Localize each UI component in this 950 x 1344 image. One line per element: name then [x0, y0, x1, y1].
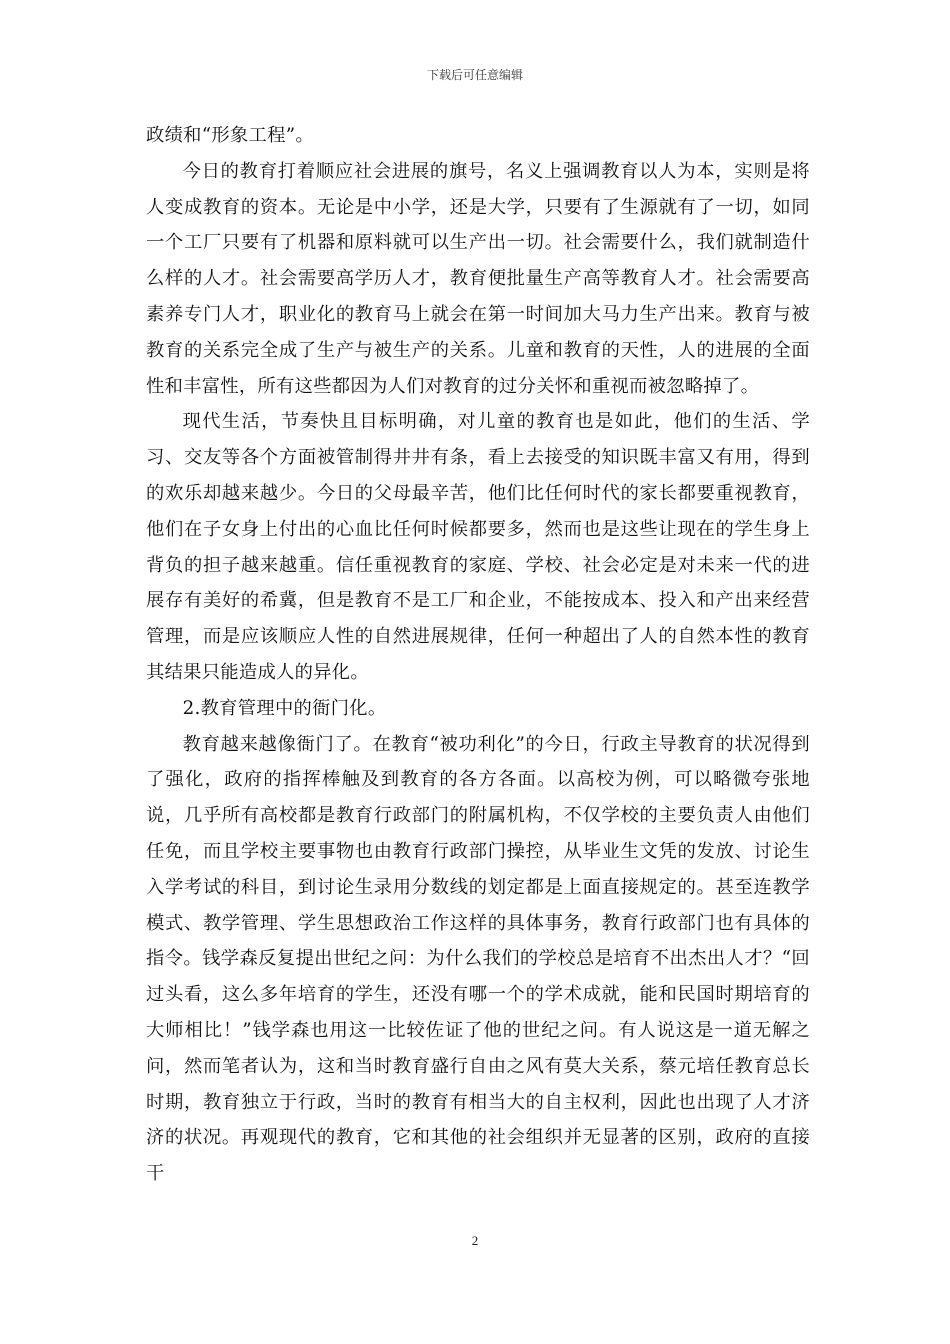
page-header: 下载后可任意编辑 — [426, 68, 523, 82]
document-body — [146, 118, 810, 1192]
paragraph-continuation: 政绩和“形象工程”。 — [146, 125, 314, 146]
page-number: 2 — [471, 1233, 479, 1248]
section-heading: 2.教育管理中的衙门化。 — [182, 697, 387, 719]
paragraph: 今日的教育打着顺应社会进展的旗号，名义上强调教育以人为本，实则是将人变成教育的资本。无论是中小学，还是大学，只要有了生源就有了一切，如同一个工厂只要有了机器和原料就可以生产出一切。社会需要什么，我们就制造什么样的人才。社会需要高学历人才，教育便批量生产高等教育人才。社会需要高素养专门人才，职业化的教育马上就会在第一时间加大马力生产出来。教育与被教育的关系完全成了生产与被生产的关系。儿童和教育的天性，人的进展的全面性和丰富性，所有这些都因为人们对教育的过分关怀和重视而被忽略掉了。 — [146, 160, 810, 397]
paragraph: 教育越来越像衙门了。在教育“被功利化”的今日，行政主导教育的状况得到了强化，政府的指挥棒触及到教育的各方各面。以高校为例，可以略微夸张地说，几乎所有高校都是教育行政部门的附属机构，不仅学校的主要负责人由他们任免，而且学校主要事物也由教育行政部门操控，从毕业生文凭的发放、讨论生入学考试的科目，到讨论生录用分数线的划定都是上面直接规定的。甚至连教学模式、教学管理、学生思想政治工作这样的具体事务，教育行政部门也有具体的指令。钱学森反复提出世纪之问：为什么我们的学校总是培育不出杰出人才？“回过头看，这么多年培育的学生，还没有哪一个的学术成就，能和民国时期培育的大师相比！”钱学森也用这一比较佐证了他的世纪之问。有人说这是一道无解之问，然而笔者认为，这和当时教育盛行自由之风有莫大关系，蔡元培任教育总长时期，教育独立于行政，当时的教育有相当大的自主权利，因此也出现了人才济济的状况。再观现代的教育，它和其他的社会组织并无显著的区别，政府的直接干 — [146, 733, 810, 1185]
paragraph: 现代生活，节奏快且目标明确，对儿童的教育也是如此，他们的生活、学习、交友等各个方面被管制得井井有条，看上去接受的知识既丰富又有用，得到的欢乐却越来越少。今日的父母最辛苦，他们比任何时代的家长都要重视教育，他们在子女身上付出的心血比任何时候都要多，然而也是这些让现在的学生身上背负的担子越来越重。信任重视教育的家庭、学校、社会必定是对未来一代的进展存有美好的希冀，但是教育不是工厂和企业，不能按成本、投入和产出来经营管理，而是应该顺应人性的自然进展规律，任何一种超出了人的自然本性的教育其结果只能造成人的异化。 — [146, 411, 810, 683]
